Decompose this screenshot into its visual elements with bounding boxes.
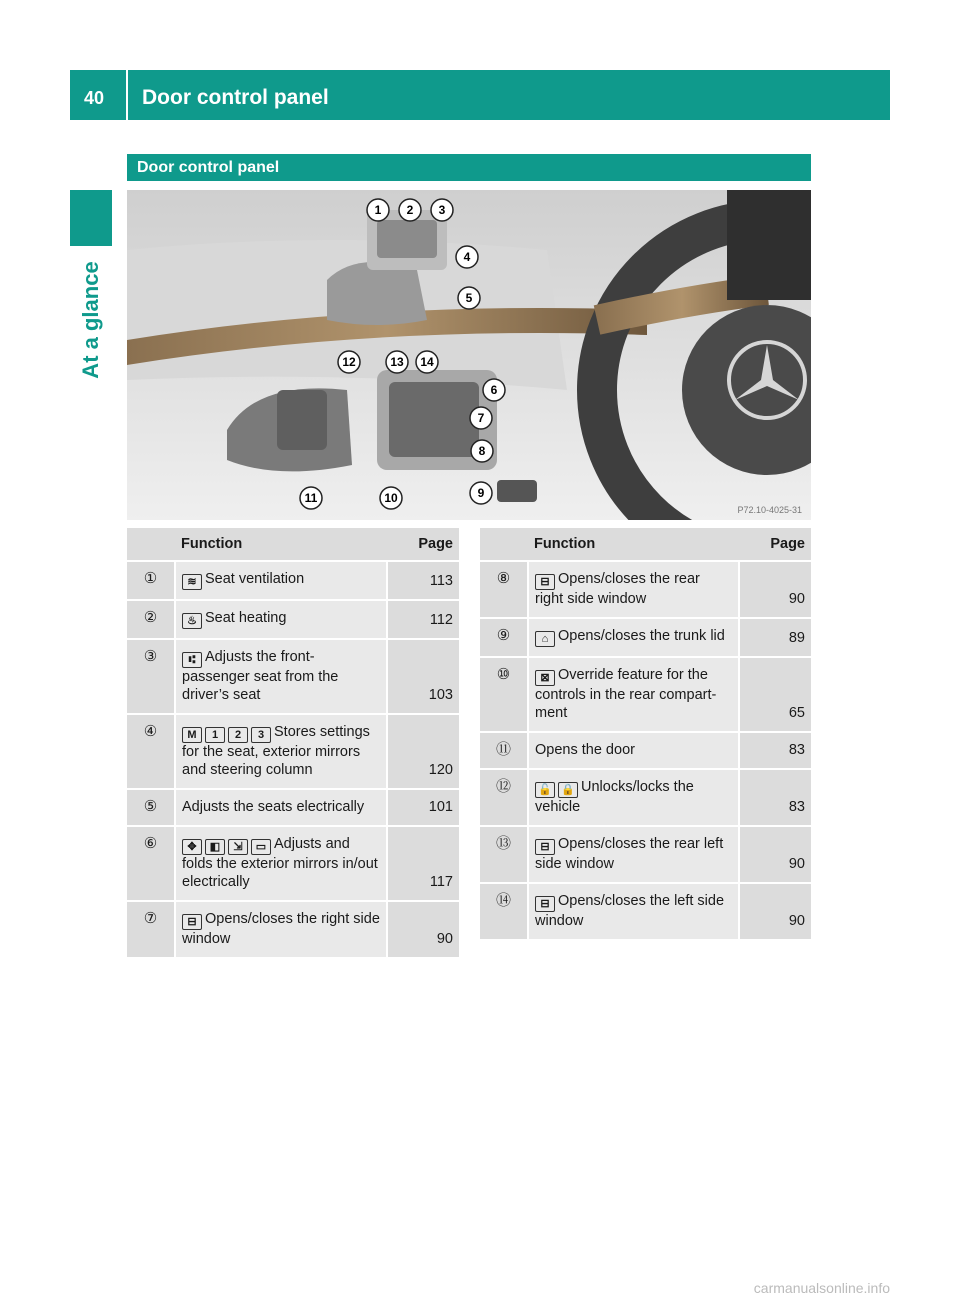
table-row xyxy=(127,600,459,639)
function-cell xyxy=(175,901,387,958)
svg-text:8: 8 xyxy=(478,444,486,458)
callout-6 xyxy=(483,379,505,401)
table-row xyxy=(127,639,459,714)
table-row xyxy=(127,789,459,826)
callout-4 xyxy=(456,246,478,268)
function-table-right xyxy=(480,528,811,941)
page-reference: 90 xyxy=(739,883,811,940)
item-number: ① xyxy=(127,561,175,600)
section-title: Door control panel xyxy=(127,154,811,181)
memory-m-icon: M xyxy=(182,727,202,743)
item-number: ④ xyxy=(127,714,175,789)
item-number: ③ xyxy=(127,639,175,714)
function-text: Stores settings for the seat, exterior mirrors and steering column xyxy=(182,724,370,778)
page-reference: 101 xyxy=(387,789,459,826)
function-cell xyxy=(528,561,739,618)
watermark: carmanualsonline.info xyxy=(753,1280,890,1296)
function-text: Opens/closes the trunk lid xyxy=(558,628,725,644)
page-reference: 83 xyxy=(739,769,811,826)
table-row xyxy=(127,826,459,901)
item-number: ⑬ xyxy=(480,826,528,883)
seat-ventilation-icon: ≋ xyxy=(182,574,202,590)
table-row xyxy=(480,732,811,769)
svg-text:13: 13 xyxy=(390,355,404,369)
callout-3 xyxy=(431,199,453,221)
mirror-left-icon: ◧ xyxy=(205,839,225,855)
side-tab-marker xyxy=(70,190,112,246)
override-icon: ⊠ xyxy=(535,670,555,686)
table-row xyxy=(480,657,811,732)
memory-1-icon: 1 xyxy=(205,727,225,743)
side-tab xyxy=(70,250,112,390)
callout-11 xyxy=(300,487,322,509)
mirror-adjust-icon: ✥ xyxy=(182,839,202,855)
page-column-header: Page xyxy=(387,528,459,561)
callout-10 xyxy=(380,487,402,509)
function-text: Opens the door xyxy=(535,742,635,758)
memory-2-icon: 2 xyxy=(228,727,248,743)
item-number: ⑨ xyxy=(480,618,528,657)
number-column-header xyxy=(127,528,175,561)
table-row xyxy=(480,618,811,657)
svg-text:14: 14 xyxy=(420,355,434,369)
side-tab-label: At a glance xyxy=(78,261,103,379)
svg-text:1: 1 xyxy=(374,203,382,217)
window-icon: ⊟ xyxy=(535,574,555,590)
callout-12 xyxy=(338,351,360,373)
table-row xyxy=(480,826,811,883)
callout-8 xyxy=(471,440,493,462)
callout-9 xyxy=(470,482,492,504)
item-number: ⑫ xyxy=(480,769,528,826)
table-row xyxy=(127,901,459,958)
callout-1 xyxy=(367,199,389,221)
item-number: ⑧ xyxy=(480,561,528,618)
header-divider xyxy=(126,70,128,120)
callout-2 xyxy=(399,199,421,221)
table-row xyxy=(127,714,459,789)
function-cell xyxy=(175,639,387,714)
function-text: Unlocks/locks the vehicle xyxy=(535,779,694,815)
svg-text:4: 4 xyxy=(463,250,471,264)
item-number: ⑤ xyxy=(127,789,175,826)
function-column-header: Function xyxy=(175,528,387,561)
lock-icon: 🔒 xyxy=(558,782,578,798)
page-title: Door control panel xyxy=(142,86,329,109)
svg-text:3: 3 xyxy=(438,203,446,217)
seat-heating-icon: ♨ xyxy=(182,613,202,629)
function-cell xyxy=(528,618,739,657)
svg-text:5: 5 xyxy=(465,291,473,305)
svg-text:12: 12 xyxy=(342,355,356,369)
function-cell xyxy=(175,714,387,789)
function-column-header: Function xyxy=(528,528,739,561)
callout-5 xyxy=(458,287,480,309)
page-reference: 103 xyxy=(387,639,459,714)
function-cell xyxy=(528,657,739,732)
page-reference: 89 xyxy=(739,618,811,657)
table-row xyxy=(480,561,811,618)
function-text: Opens/closes the left side window xyxy=(535,893,725,929)
function-text: Opens/closes the rear right side window xyxy=(535,571,700,607)
page-reference: 65 xyxy=(739,657,811,732)
function-text: Seat heating xyxy=(205,610,287,626)
item-number: ② xyxy=(127,600,175,639)
page-reference: 120 xyxy=(387,714,459,789)
function-cell xyxy=(175,826,387,901)
function-table-left xyxy=(127,528,459,959)
function-cell xyxy=(528,769,739,826)
item-number: ⑭ xyxy=(480,883,528,940)
window-icon: ⊟ xyxy=(535,896,555,912)
item-number: ⑥ xyxy=(127,826,175,901)
page-number: 40 xyxy=(84,88,105,108)
item-number: ⑪ xyxy=(480,732,528,769)
function-cell xyxy=(528,732,739,769)
svg-text:2: 2 xyxy=(406,203,414,217)
function-text: Override feature for the controls in the rear compart-ment xyxy=(535,667,717,721)
mirror-right-icon: ⇲ xyxy=(228,839,248,855)
page-reference: 117 xyxy=(387,826,459,901)
table-row xyxy=(480,883,811,940)
item-number: ⑩ xyxy=(480,657,528,732)
page-column-header: Page xyxy=(739,528,811,561)
page-reference: 90 xyxy=(387,901,459,958)
svg-text:10: 10 xyxy=(384,491,398,505)
svg-text:9: 9 xyxy=(477,486,485,500)
page-reference: 83 xyxy=(739,732,811,769)
function-text: Adjusts and folds the exterior mirrors in/out electrically xyxy=(182,836,378,890)
function-cell xyxy=(175,561,387,600)
number-column-header xyxy=(480,528,528,561)
function-cell xyxy=(175,789,387,826)
callout-7 xyxy=(470,407,492,429)
function-text: Adjusts the front-passenger seat from the driver’s seat xyxy=(182,649,339,703)
table-row xyxy=(480,769,811,826)
page-reference: 113 xyxy=(387,561,459,600)
function-text: Adjusts the seats electrically xyxy=(182,799,365,815)
callout-14 xyxy=(416,351,438,373)
page-reference: 90 xyxy=(739,826,811,883)
trunk-icon: ⌂ xyxy=(535,631,555,647)
function-text: Opens/closes the right side window xyxy=(182,911,380,947)
svg-text:6: 6 xyxy=(490,383,498,397)
mirror-fold-icon: ▭ xyxy=(251,839,271,855)
window-icon: ⊟ xyxy=(535,839,555,855)
photo-code: P72.10-4025-31 xyxy=(737,505,802,515)
svg-text:11: 11 xyxy=(304,491,318,505)
page-reference: 90 xyxy=(739,561,811,618)
door-panel-illustration xyxy=(127,190,811,520)
item-number: ⑦ xyxy=(127,901,175,958)
function-text: Opens/closes the rear left side window xyxy=(535,836,724,872)
door-panel-photo xyxy=(127,190,811,520)
function-cell xyxy=(175,600,387,639)
passenger-seat-icon: ⑆ xyxy=(182,652,202,668)
function-text: Seat ventilation xyxy=(205,571,305,587)
table-row xyxy=(127,561,459,600)
table-header-row xyxy=(127,528,459,561)
function-cell xyxy=(528,826,739,883)
page-reference: 112 xyxy=(387,600,459,639)
svg-text:7: 7 xyxy=(477,411,485,425)
function-cell xyxy=(528,883,739,940)
callout-13 xyxy=(386,351,408,373)
memory-3-icon: 3 xyxy=(251,727,271,743)
unlock-icon: 🔓 xyxy=(535,782,555,798)
window-icon: ⊟ xyxy=(182,914,202,930)
table-header-row xyxy=(480,528,811,561)
